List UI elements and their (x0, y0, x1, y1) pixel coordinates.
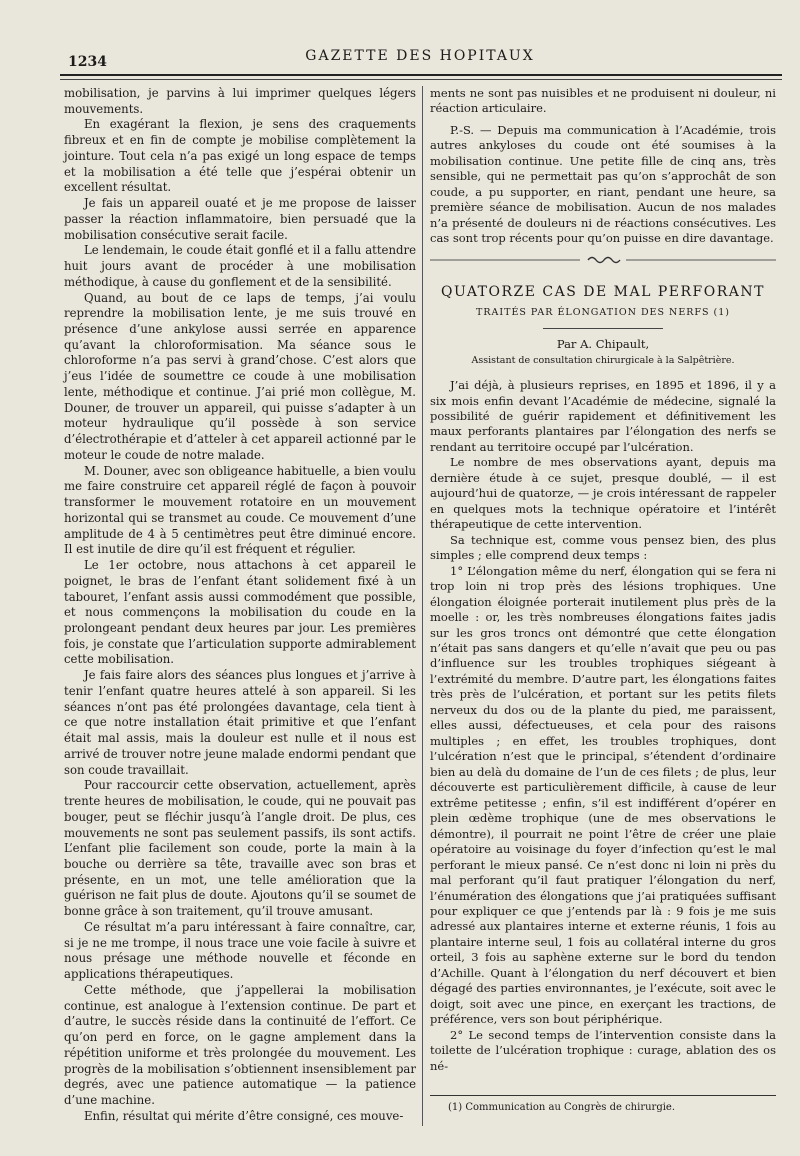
paragraph: Je fais faire alors des séances plus longues et j’arrive à tenir l’enfant quatre heures attelé à son appareil. Si les séances n’ont pas été prolongées davantage, cela tient à ce que notre installation était primitive et que l’enfant était mal assis, mais la douleur est nulle et il nous est arrivé de trouver notre jeune malade endormi pendant que son coude travaillait. (64, 668, 416, 777)
paragraph: 1° L’élongation même du nerf, élongation qui se fera ni trop loin ni trop près des lésions trophiques. Une élongation éloignée porterait inutilement plus près de la moelle : or, les très nombreuses élongations faites jadis sur les gros troncs ont démontré que cette élongation n’était pas sans dangers et qu’elle n’avait que peu ou pas d’influence sur les troubles trophiques siégeant à l’extrémité du membre. D’autre part, les élongations faites très près de l’ulcération, et portant sur les petits filets nerveux du dos ou de la plante du pied, me paraissent, elles aussi, défectueuses, et cela pour des raisons multiples ; en effet, les troubles trophiques, dont l’ulcération n’est que le principal, s’étendent d’ordinaire bien au delà du domaine de l’un de ces filets ; de plus, leur découverte est particulièrement difficile, à cause de leur extrême petitesse ; enfin, s’il est indifférent d’opérer en plein œdème trophique (une de mes observations le démontre), il pourrait ne point l’être de créer une plaie opératoire au voisinage du foyer d’infection qu’est le mal perforant le mieux pansé. Ce n’est donc ni loin ni près du mal perforant qu’il faut pratiquer l’élongation du nerf, l’énumération des élongations que j’ai pratiquées suffisant pour expliquer ce que j’entends par là : 9 fois je me suis adressé aux plantaires interne et externe réunis, 1 fois au plantaire interne seul, 1 fois au collatéral interne du gros orteil, 3 fois au saphène externe sur le bord du tendon d’Achille. Quant à l’élongation du nerf découvert et bien dégagé des parties environnantes, je l’exécute, soit avec le doigt, soit avec une pince, en exerçant les tractions, de préférence, vers son bout périphérique. (430, 563, 776, 1027)
section-separator-ornament (430, 253, 776, 267)
paragraph: mobilisation, je parvins à lui imprimer quelques légers mouvements. (64, 86, 416, 116)
author-affiliation: Assistant de consultation chirurgicale à la Salpêtrière. (471, 354, 735, 366)
page-number: 1234 (68, 54, 107, 70)
paragraph: Je fais un appareil ouaté et je me propose de laisser passer la réaction inflammatoire, bien persuadé que la mobilisation consécutive serait facile. (64, 196, 416, 242)
journal-title: GAZETTE DES HOPITAUX (305, 48, 535, 64)
postscript-paragraph: P.-S. — Depuis ma communication à l’Académie, trois autres ankyloses du coude ont été soumises à la mobilisation continue. Une petite fille de cinq ans, très sensible, qui ne permettait pas qu’on s’approchât de son coude, a pu supporter, en riant, pendant une heure, sa première séance de mobilisation. Aucun de nos malades n’a présenté de douleurs ni de réactions consécutives. Les cas sont trop récents pour qu’on puisse en dire davantage. (430, 122, 776, 246)
article-subtitle: TRAITÉS PAR ÉLONGATION DES NERFS (1) (476, 306, 730, 318)
paragraph: Enfin, résultat qui mérite d’être consigné, ces mouve- (84, 1108, 404, 1123)
paragraph: Le lendemain, le coude était gonflé et il a fallu attendre huit jours avant de procéder à une mobilisation méthodique, à cause du gonflement et de la sensibilité. (64, 243, 416, 289)
article-author: Par A. Chipault, (556, 337, 650, 352)
paragraph: En exagérant la flexion, je sens des craquements fibreux et en fin de compte je mobilise complètement la jointure. Tout cela n’a pas exigé un long espace de temps et la mobilisation a été telle que j’espérai obtenir un excellent résultat. (64, 117, 416, 195)
title-divider (543, 328, 663, 329)
footnote-rule (430, 1095, 776, 1096)
paragraph: Cette méthode, que j’appellerai la mobilisation continue, est analogue à l’extension continue. De part et d’autre, le succès réside dans la continuité de l’effort. Ce qu’on perd en force, on le gagne amplement dans la répétition uniforme et très prolongée du mouvement. Les progrès de la mobilisation s’obtiennent insensiblement par degrés, avec une patience automatique — la patience d’une machine. (64, 982, 416, 1107)
paragraph: M. Douner, avec son obligeance habituelle, a bien voulu me faire construire cet appareil réglé de façon à pouvoir transformer le mouvement rotatoire en un mouvement horizontal qui se transmet au coude. Ce mouvement d’une amplitude de 4 à 5 centimètres peut être diminué encore. Il est inutile de dire qu’il est fréquent et régulier. (64, 463, 416, 557)
paragraph: J’ai déjà, à plusieurs reprises, en 1895 et 1896, il y a six mois enfin devant l’Académie de médecine, signalé la possibilité de guérir rapidement et définitivement les maux perforants plantaires par l’élongation des nerfs se rendant au territoire occupé par l’ulcération. (430, 378, 776, 454)
header-rule-thin (60, 79, 782, 80)
paragraph: ments ne sont pas nuisibles et ne produisent ni douleur, ni réaction articulaire. (430, 86, 776, 116)
article-title: QUATORZE CAS DE MAL PERFORANT (440, 284, 765, 301)
paragraph: Le 1er octobre, nous attachons à cet appareil le poignet, le bras de l’enfant étant solidement fixé à un tabouret, l’enfant assis aussi commodément que possible, et nous commençons la mobilisation du coude en la prolongeant pendant deux heures par jour. Les premières fois, je constate que l’articulation supporte admirablement cette mobilisation. (64, 558, 416, 667)
paragraph: Sa technique est, comme vous pensez bien, des plus simples ; elle comprend deux temps : (430, 532, 776, 563)
paragraph: Pour raccourcir cette observation, actuellement, après trente heures de mobilisation, le coude, qui ne pouvait pas bouger, peut se fléchir jusqu’à l’angle droit. De plus, ces mouvements ne sont pas seulement passifs, ils sont actifs. L’enfant plie facilement son coude, porte la main à la bouche ou derrière sa tête, travaille avec son bras et présente, en un mot, une telle amélioration que la guérison ne fait plus de doute. Ajoutons qu’il se soumet de bonne grâce à son traitement, qu’il trouve amusant. (64, 778, 416, 919)
paragraph: Ce résultat m’a paru intéressant à faire connaître, car, si je ne me trompe, il nous trace une voie facile à suivre et nous présage une méthode nouvelle et féconde en applications thérapeutiques. (64, 919, 416, 982)
page-header (60, 44, 780, 72)
footnote: (1) Communication au Congrès de chirurgie. (448, 1102, 676, 1113)
paragraph: 2° Le second temps de l’intervention consiste dans la toilette de l’ulcération trophique : curage, ablation des os né- (430, 1027, 776, 1073)
paragraph: Quand, au bout de ce laps de temps, j’ai voulu reprendre la mobilisation lente, je me suis trouvé en présence d’une ankylose aussi serrée en apparence qu’avant la chloroformisation. Ma séance sous le chloroforme n’a pas servi à grand’chose. C’est alors que j’eus l’idée de soumettre ce coude à une mobilisation lente, méthodique et continue. J’ai prié mon collègue, M. Douner, de trouver un appareil, qui puisse s’adapter à un moteur hydraulique qu’il possède à son service d’électrothérapie et d’atteler à cet appareil actionné par le moteur le coude de notre malade. (64, 290, 416, 462)
paragraph: Le nombre de mes observations ayant, depuis ma dernière étude à ce sujet, presque doublé, — il est aujourd’hui de quatorze, — je crois intéressant de rappeler en quelques mots la technique opératoire et l’intérêt thérapeutique de cette intervention. (430, 455, 776, 532)
right-column (430, 86, 776, 1074)
column-divider (422, 86, 423, 1126)
left-column (64, 86, 416, 1124)
header-rule (60, 74, 782, 76)
